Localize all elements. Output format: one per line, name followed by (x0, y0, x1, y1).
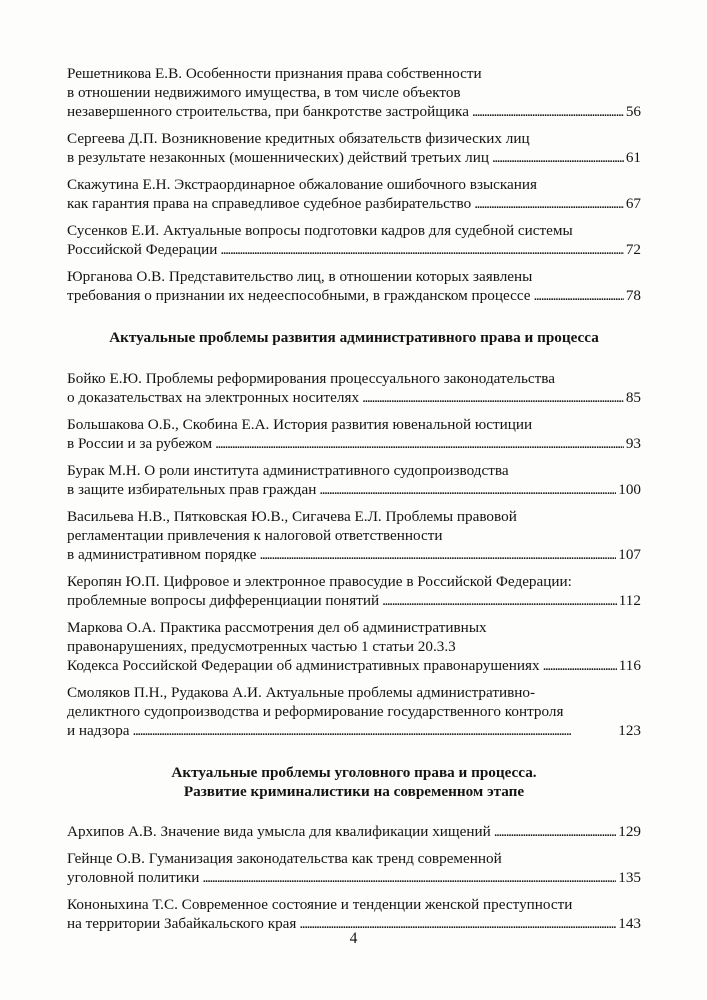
toc-entry (67, 129, 641, 167)
section-heading-criminal-law (67, 763, 641, 801)
toc-entry (67, 849, 641, 887)
section-heading-administrative-law (67, 328, 641, 347)
toc-entry-text: Бойко Е.Ю. Проблемы реформирования процессуального законодательства (67, 370, 555, 387)
toc-entry (67, 267, 641, 305)
toc-group-criminal-law (67, 822, 641, 933)
table-of-contents (67, 64, 641, 941)
toc-entry-last-line (67, 656, 641, 675)
toc-entry-page-number: 116 (618, 657, 641, 674)
toc-entry-page-number: 100 (618, 481, 641, 498)
toc-entry-text: требования о признании их недееспособными, в гражданском процессе (67, 287, 531, 304)
dot-leader (319, 480, 616, 499)
toc-entry-text: Скажутина Е.Н. Экстраординарное обжалование ошибочного взыскания (67, 176, 538, 193)
toc-entry (67, 221, 641, 259)
toc-entry-page-number: 72 (625, 241, 641, 258)
toc-entry-page-number: 85 (625, 389, 641, 406)
toc-entry-text: Решетникова Е.В. Особенности признания права собственности (67, 65, 482, 82)
toc-entry-last-line (67, 286, 641, 305)
toc-entry-text: Васильева Н.В., Пятковская Ю.В., Сигачева Е.Л. Проблемы правовой (67, 508, 517, 525)
toc-entry-last-line (67, 480, 641, 499)
toc-entry-text: Юрганова О.В. Представительство лиц, в отношении которых заявлены (67, 268, 533, 285)
toc-entry-last-line (67, 102, 641, 121)
toc-entry-text: Гейнце О.В. Гуманизация законодательства как тренд современной (67, 850, 502, 867)
toc-entry-text: в защите избирательных прав граждан (67, 481, 317, 498)
toc-entry-text: Кодекса Российской Федерации об административных правонарушениях (67, 657, 540, 674)
toc-entry (67, 369, 641, 407)
dot-leader (202, 868, 616, 887)
toc-entry-page-number: 67 (625, 195, 641, 212)
toc-entry-page-number: 129 (618, 823, 641, 840)
toc-entry (67, 175, 641, 213)
toc-entry (67, 683, 641, 740)
toc-entry-text: регламентации привлечения к налоговой ответственности (67, 527, 443, 544)
toc-entry-last-line (67, 240, 641, 259)
toc-entry-text: в административном порядке (67, 546, 257, 563)
toc-entry-text: Сусенков Е.И. Актуальные вопросы подготовки кадров для судебной системы (67, 222, 573, 239)
toc-entry-text: как гарантия права на справедливое судебное разбирательство (67, 195, 472, 212)
toc-entry-last-line (67, 545, 641, 564)
toc-entry-text: Большакова О.Б., Скобина Е.А. История развития ювенальной юстиции (67, 416, 533, 433)
toc-entry-page-number: 78 (625, 287, 641, 304)
toc-entry-text: и надзора (67, 722, 130, 739)
toc-entry-text: уголовной политики (67, 869, 200, 886)
dot-leader (362, 388, 624, 407)
toc-entry-text: проблемные вопросы дифференциации понятий (67, 592, 380, 609)
toc-entry-text: Кононыхина Т.С. Современное состояние и тенденции женской преступности (67, 896, 573, 913)
toc-entry (67, 572, 641, 610)
page-number: 4 (349, 930, 358, 947)
toc-entry-text: деликтного судопроизводства и реформирование государственного контроля (67, 703, 564, 720)
toc-entry-text: Российской Федерации (67, 241, 218, 258)
dot-leader (220, 240, 623, 259)
toc-entry-page-number: 143 (618, 915, 641, 932)
dot-leader (259, 545, 616, 564)
toc-entry-last-line (67, 194, 641, 213)
toc-entry-page-number: 61 (625, 149, 641, 166)
toc-entry-text: Бурак М.Н. О роли института административного судопроизводства (67, 462, 509, 479)
toc-entry-text: в отношении недвижимого имущества, в том числе объектов (67, 84, 461, 101)
toc-entry-last-line (67, 591, 641, 610)
dot-leader (215, 434, 624, 453)
dot-leader (494, 822, 616, 841)
toc-entry-text: Сергеева Д.П. Возникновение кредитных обязательств физических лиц (67, 130, 530, 147)
toc-entry-page-number: 93 (625, 435, 641, 452)
dot-leader (472, 102, 624, 121)
section-heading-line: Развитие криминалистики на современном этапе (183, 783, 525, 800)
toc-group-civil-law (67, 64, 641, 305)
toc-entry (67, 415, 641, 453)
toc-entry-last-line (67, 148, 641, 167)
toc-entry (67, 895, 641, 933)
dot-leader (492, 148, 624, 167)
toc-entry-last-line (67, 434, 641, 453)
dot-leader (133, 721, 617, 740)
toc-entry (67, 64, 641, 121)
section-heading-line: Актуальные проблемы развития административного права и процесса (109, 329, 599, 346)
toc-entry-text: о доказательствах на электронных носителях (67, 389, 360, 406)
section-heading-line: Актуальные проблемы уголовного права и процесса. (171, 764, 537, 781)
toc-entry-text: незавершенного строительства, при банкротстве застройщика (67, 103, 469, 120)
toc-entry-last-line (67, 388, 641, 407)
dot-leader (382, 591, 617, 610)
toc-entry-page-number: 107 (618, 546, 641, 563)
toc-entry-page-number: 56 (625, 103, 641, 120)
toc-entry (67, 822, 641, 841)
toc-entry-text: Маркова О.А. Практика рассмотрения дел об административных (67, 619, 487, 636)
toc-entry-text: в результате незаконных (мошеннических) действий третьих лиц (67, 149, 490, 166)
toc-entry (67, 461, 641, 499)
toc-entry-text: Архипов А.В. Значение вида умысла для квалификации хищений (67, 823, 491, 840)
toc-group-administrative-law (67, 369, 641, 740)
toc-entry-page-number: 135 (618, 869, 641, 886)
toc-entry (67, 618, 641, 675)
toc-entry-text: Смоляков П.Н., Рудакова А.И. Актуальные проблемы административно- (67, 684, 536, 701)
toc-entry-page-number: 123 (618, 722, 641, 739)
toc-entry-text: на территории Забайкальского края (67, 915, 297, 932)
toc-entry-text: Керопян Ю.П. Цифровое и электронное правосудие в Российской Федерации: (67, 573, 572, 590)
toc-entry (67, 507, 641, 564)
toc-entry-last-line (67, 822, 641, 841)
dot-leader (543, 656, 617, 675)
dot-leader (534, 286, 624, 305)
toc-entry-last-line (67, 721, 641, 740)
toc-entry-last-line (67, 868, 641, 887)
dot-leader (474, 194, 624, 213)
toc-entry-page-number: 112 (618, 592, 641, 609)
toc-entry-text: правонарушениях, предусмотренных частью 1 статьи 20.3.3 (67, 638, 456, 655)
toc-entry-text: в России и за рубежом (67, 435, 213, 452)
